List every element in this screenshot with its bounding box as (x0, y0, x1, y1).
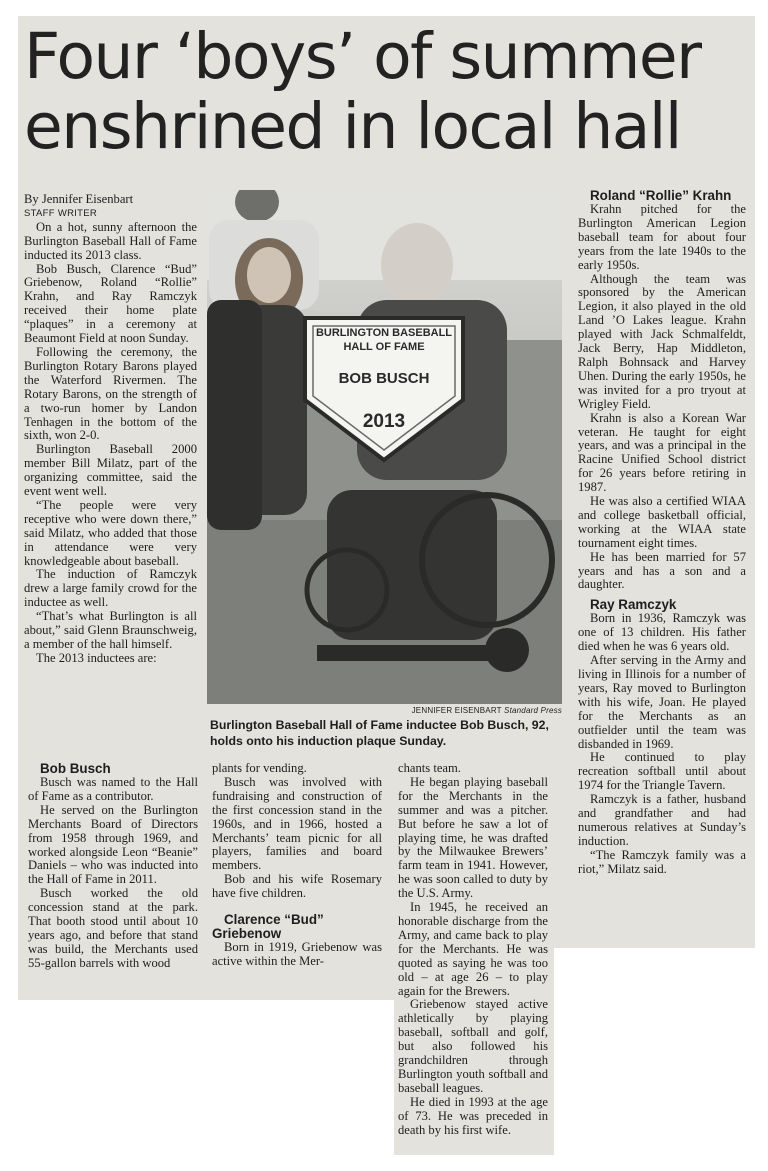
article-paragraph: Krahn pitched for the Burlington American Legion baseball team for about four years from the late 1940s to the early 1950s. (578, 202, 746, 272)
article-paragraph: In 1945, he received an honorable discharge from the Army, and came back to play for the Merchants. He was quoted as saying he was too old – at age 26 – to play again for the Brewers. (398, 900, 548, 998)
intro-column (24, 193, 197, 666)
article-paragraph: He died in 1993 at the age of 73. He was preceded in death by his first wife. (398, 1094, 548, 1137)
middle-column (212, 762, 382, 969)
article-paragraph: Bob and his wife Rosemary have five children. (212, 872, 382, 901)
article-paragraph: He continued to play recreation softball until about 1974 for the Triangle Tavern. (578, 750, 746, 793)
article-paragraph: On a hot, sunny afternoon the Burlington Baseball Hall of Fame inducted its 2013 class. (24, 219, 197, 262)
plaque-line-2: HALL OF FAME (343, 341, 425, 353)
article-paragraph: chants team. (398, 761, 461, 775)
article-paragraph: Busch was involved with fundraising and construction of the first concession stand in the 1960s, and in 1966, hosted a Merchants’ team picnic for all players, families and board members. (212, 774, 382, 873)
article-paragraph: “That’s what Burlington is all about,” said Glenn Braunschweig, a member of the hall himself. (24, 609, 197, 651)
article-paragraph: plants for vending. (212, 761, 307, 775)
plaque-line-1: BURLINGTON BASEBALL (315, 327, 453, 339)
article-paragraph: Bob Busch, Clarence “Bud” Griebenow, Roland “Rollie” Krahn, and Ray Ramczyk received their home plate “plaques” in a ceremony at Beaumont Field at noon Sunday. (24, 261, 197, 346)
article-paragraph: Burlington Baseball 2000 member Bill Milatz, part of the organizing committee, said the event went well. (24, 442, 197, 499)
photo-credit (207, 706, 562, 715)
headline: Four ‘boys’ of summer enshrined in local hall (24, 20, 701, 163)
article-paragraph: He was also a certified WIAA and college basketball official, working at the WIAA state tournament eight times. (578, 494, 746, 550)
article-paragraph: The 2013 inductees are: (36, 650, 157, 665)
article-paragraph: Krahn is also a Korean War veteran. He taught for eight years, and was a principal in the Racine Unified School district for 26 years before retiring in 1987. (578, 410, 746, 495)
article-paragraph: He served on the Burlington Merchants Board of Directors from 1958 through 1969, and worked alongside Leon “Beanie” Daniels – who was inducted into the Hall of Fame in 2011. (28, 802, 198, 887)
article-paragraph: “The people were very receptive who were down there,” said Milatz, who added that those in attendance were very knowledgeable about baseball. (24, 497, 197, 568)
plaque-year: 2013 (362, 411, 406, 432)
griebenow-column (398, 762, 548, 1137)
article-paragraph: Ramczyk is a father, husband and grandfather and had numerous relatives at Sunday’s induction. (578, 792, 746, 848)
article-paragraph: Following the ceremony, the Burlington Rotary Barons played the Waterford Rivermen. The Rotary Barons, on the strength of a two-run homer by Landon Tenhagen in the bottom of the sixth, won 2-0. (24, 344, 197, 443)
photo-bob-busch (207, 190, 562, 704)
photo-caption: Burlington Baseball Hall of Fame inductee Bob Busch, 92, holds onto his induction plaque Sunday. (210, 718, 549, 748)
article-paragraph: Born in 1919, Griebenow was active within the Mer- (212, 940, 382, 968)
article-paragraph: The induction of Ramczyk drew a large family crowd for the inductee as well. (24, 567, 197, 610)
photo-credit-paper: Standard Press (504, 706, 562, 715)
griebenow-heading: Clarence “Bud” Griebenow (212, 912, 324, 942)
busch-column (28, 762, 198, 971)
article-paragraph: After serving in the Army and living in Illinois for a number of years, Ray moved to Burlington with his wife, Joan. He played for the Merchants as an outfielder until the team was disbanded in 1969. (578, 653, 746, 751)
busch-heading: Bob Busch (40, 761, 111, 776)
ramczyk-heading: Ray Ramczyk (590, 597, 677, 613)
article-paragraph: He has been married for 57 years and has a son and a daughter. (578, 549, 746, 592)
article-paragraph: Busch was named to the Hall of Fame as a contributor. (28, 775, 198, 803)
article-paragraph: Although the team was sponsored by the American Legion, it also played in the old Land ’O Lakes league. Krahn played with Jack Schmalfeldt, Jack Berry, Hap Middleton, Ralph Bohnsack and Harvey Uhen. During the early 1950s, he was invited for a pro tryout at Wrigley Field. (578, 271, 746, 411)
article-paragraph: He began playing baseball for the Merchants in the summer and was a pitcher. But before he saw a lot of playing time, he was drafted by the Milwaukee Brewers’ farm team in 1941. However, he was soon called to duty by the U.S. Army. (398, 774, 548, 901)
byline: By Jennifer Eisenbart (24, 192, 134, 206)
plaque-name: BOB BUSCH (338, 370, 430, 387)
right-column (578, 189, 746, 877)
staff-label: STAFF WRITER (24, 207, 98, 219)
photo-credit-name: JENNIFER EISENBART (411, 706, 502, 715)
article-paragraph: “The Ramczyk family was a riot,” Milatz said. (578, 847, 746, 876)
krahn-heading: Roland “Rollie” Krahn (590, 188, 732, 203)
article-paragraph: Busch worked the old concession stand at the park. That booth stood until about 10 years ago, and before that stand was build, the Merchants used 55-gallon barrels with wood (28, 886, 198, 970)
article-paragraph: Born in 1936, Ramczyk was one of 13 children. His father died when he was 6 years old. (578, 611, 746, 654)
article-paragraph: Griebenow stayed active athletically by playing baseball, softball and golf, but also followed his grandchildren through Burlington youth softball and baseball leagues. (398, 997, 548, 1095)
